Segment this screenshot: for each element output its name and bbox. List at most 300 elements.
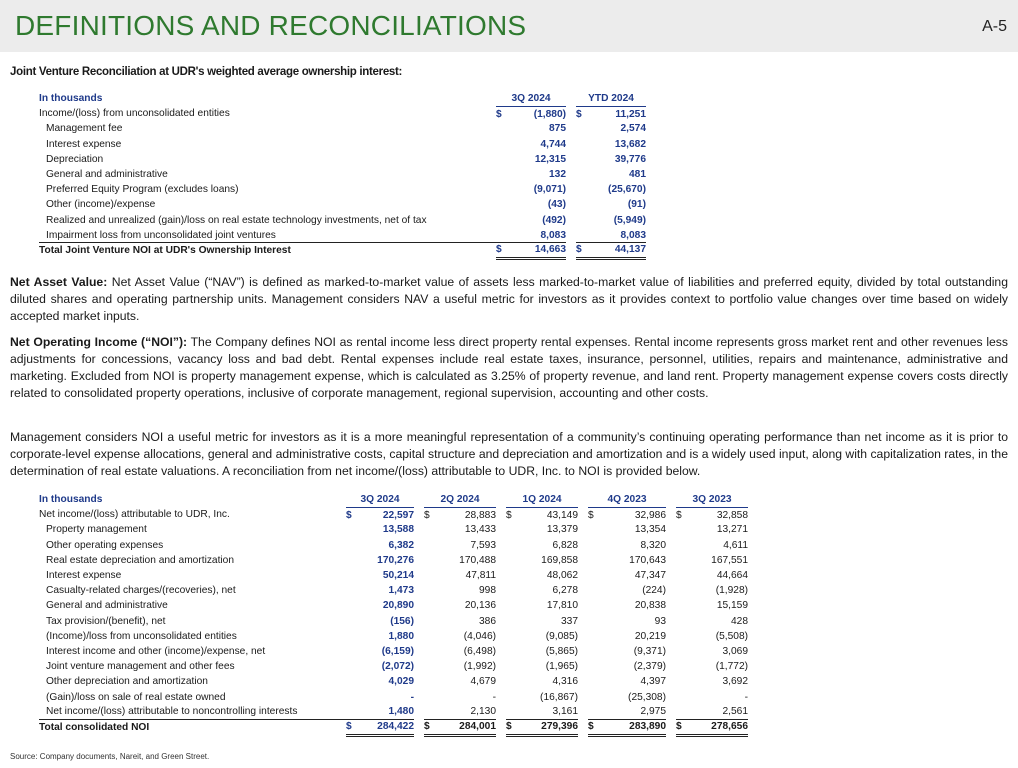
currency-symbol: [676, 583, 688, 598]
spacer: [496, 598, 506, 613]
total-label: Total Joint Venture NOI at UDR's Ownership Interest: [39, 243, 496, 258]
currency-symbol: [506, 568, 518, 583]
spacer: [414, 674, 424, 689]
total-label: Total consolidated NOI: [39, 720, 346, 735]
currency-symbol: [506, 659, 518, 674]
currency-symbol: [506, 614, 518, 629]
spacer: [666, 720, 676, 735]
value-cell: 48,062: [546, 570, 578, 582]
row-label: General and administrative: [46, 169, 168, 181]
table-row: [39, 106, 646, 121]
table-row: [39, 507, 748, 522]
value-cell: 13,682: [614, 138, 646, 150]
value-cell: 337: [561, 615, 578, 627]
currency-symbol: $: [576, 108, 582, 120]
value-cell: 170,643: [629, 554, 666, 566]
currency-symbol: [506, 598, 518, 613]
value-cell: 13,271: [716, 524, 748, 536]
noi-term: Net Operating Income (“NOI”):: [10, 335, 188, 349]
currency-symbol: [588, 659, 600, 674]
total-value: 284,422: [358, 720, 414, 735]
currency-symbol: [576, 197, 590, 212]
currency-symbol: [346, 538, 358, 553]
value-cell: (1,992): [463, 661, 496, 673]
spacer: [666, 583, 676, 598]
row-label: Real estate depreciation and amortization: [46, 554, 235, 566]
total-row: [39, 243, 646, 258]
currency-symbol: [424, 583, 436, 598]
jv-reconciliation-table: [39, 91, 646, 260]
value-cell: 1,480: [388, 706, 414, 718]
currency-symbol: [496, 182, 510, 197]
spacer: [578, 689, 588, 704]
spacer: [414, 720, 424, 735]
value-cell: (25,670): [608, 184, 646, 196]
value-cell: 20,136: [464, 600, 496, 612]
currency-symbol: [424, 629, 436, 644]
currency-symbol: [346, 705, 358, 720]
value-cell: (5,949): [613, 214, 646, 226]
spacer: [414, 614, 424, 629]
value-cell: 481: [629, 169, 646, 181]
spacer: [496, 522, 506, 537]
spacer: [578, 492, 588, 507]
table-row: [39, 152, 646, 167]
currency-symbol: [588, 538, 600, 553]
column-header: 3Q 2024: [496, 91, 566, 106]
currency-symbol: [496, 121, 510, 136]
row-label: Preferred Equity Program (excludes loans): [46, 184, 239, 196]
spacer: [566, 121, 576, 136]
spacer: [496, 507, 506, 522]
row-label: Depreciation: [46, 153, 104, 165]
value-cell: 11,251: [615, 108, 646, 120]
currency-symbol: [588, 522, 600, 537]
spacer: [496, 659, 506, 674]
page-title: DEFINITIONS AND RECONCILIATIONS: [15, 10, 527, 41]
value-cell: 8,320: [640, 539, 666, 551]
currency-symbol: [346, 568, 358, 583]
value-cell: 12,315: [534, 153, 566, 165]
currency-symbol: [676, 705, 688, 720]
noi-reconciliation-table: [39, 492, 748, 737]
spacer: [496, 674, 506, 689]
currency-symbol: [506, 674, 518, 689]
currency-symbol: [588, 674, 600, 689]
spacer: [666, 705, 676, 720]
currency-symbol: [576, 228, 590, 243]
currency-symbol: [676, 614, 688, 629]
currency-symbol: $: [588, 509, 594, 521]
value-cell: (1,965): [545, 661, 578, 673]
row-label: Interest income and other (income)/expense, net: [46, 645, 266, 657]
value-cell: 47,811: [465, 570, 496, 582]
currency-symbol: [424, 674, 436, 689]
value-cell: 2,130: [470, 706, 496, 718]
value-cell: 20,838: [634, 600, 666, 612]
table-row: [39, 629, 748, 644]
value-cell: (5,508): [715, 630, 748, 642]
row-label: Management fee: [46, 123, 123, 135]
value-cell: 20,219: [634, 630, 666, 642]
value-cell: 170,488: [459, 554, 496, 566]
spacer: [578, 674, 588, 689]
spacer: [414, 522, 424, 537]
value-cell: 28,883: [464, 509, 496, 521]
value-cell: 998: [479, 585, 496, 597]
value-cell: (224): [642, 585, 666, 597]
spacer: [414, 568, 424, 583]
spacer: [414, 659, 424, 674]
column-header: 4Q 2023: [588, 492, 666, 507]
spacer: [578, 583, 588, 598]
currency-symbol: [424, 689, 436, 704]
spacer: [496, 720, 506, 735]
currency-symbol: [346, 614, 358, 629]
value-cell: (156): [390, 615, 414, 627]
value-cell: 2,975: [640, 706, 666, 718]
spacer: [666, 568, 676, 583]
spacer: [578, 507, 588, 522]
value-cell: -: [410, 691, 414, 703]
currency-symbol: [424, 614, 436, 629]
value-cell: 50,214: [382, 570, 414, 582]
currency-symbol: [588, 598, 600, 613]
table-row: [39, 538, 748, 553]
currency-symbol: [346, 644, 358, 659]
spacer: [496, 583, 506, 598]
value-cell: 2,574: [620, 123, 646, 135]
currency-symbol: [424, 538, 436, 553]
value-cell: 17,810: [546, 600, 578, 612]
currency-symbol: [346, 598, 358, 613]
spacer: [496, 568, 506, 583]
value-cell: 3,069: [722, 645, 748, 657]
value-cell: 132: [549, 169, 566, 181]
table-row: [39, 705, 748, 720]
value-cell: (1,880): [533, 108, 566, 120]
spacer: [566, 243, 576, 258]
table-row: [39, 553, 748, 568]
table-row: [39, 121, 646, 136]
spacer: [578, 538, 588, 553]
value-cell: 6,382: [388, 539, 414, 551]
value-cell: (2,072): [381, 661, 414, 673]
table-row: [39, 167, 646, 182]
currency-symbol: [676, 522, 688, 537]
table-row: [39, 583, 748, 598]
value-cell: 1,473: [388, 585, 414, 597]
currency-symbol: [496, 228, 510, 243]
currency-symbol: [496, 152, 510, 167]
table-row: [39, 674, 748, 689]
currency-symbol: [496, 213, 510, 228]
value-cell: 22,597: [382, 509, 414, 521]
jv-heading: Joint Venture Reconciliation at UDR's weighted average ownership interest:: [10, 66, 403, 78]
currency-symbol: $: [676, 509, 682, 521]
table-header-row: [39, 91, 646, 106]
value-cell: (1,928): [715, 585, 748, 597]
table-row: [39, 568, 748, 583]
currency-symbol: [506, 629, 518, 644]
spacer: [414, 598, 424, 613]
currency-symbol: $: [424, 509, 430, 521]
column-header: 1Q 2024: [506, 492, 578, 507]
currency-symbol: [676, 689, 688, 704]
row-label: Net income/(loss) attributable to noncontrolling interests: [46, 706, 298, 718]
total-value: 14,663: [510, 243, 566, 258]
value-cell: 4,611: [723, 539, 748, 551]
value-cell: 6,278: [552, 585, 578, 597]
spacer: [566, 197, 576, 212]
currency-symbol: [588, 568, 600, 583]
noi-management-paragraph: Management considers NOI a useful metric for investors as it is a more meaningful representation of a community’s continuing operating performance than net income as it is prior to corporate-level expense allocations, general and administrative costs, capital structure and depreciation and amortization and is a widely used input, along with capitalization rates, in the determination of real estate valuations. A reconciliation from net income/(loss) attributable to UDR, Inc. to NOI is provided below.: [10, 430, 1008, 478]
value-cell: 386: [479, 615, 496, 627]
currency-symbol: [588, 689, 600, 704]
value-cell: (1,772): [715, 661, 748, 673]
row-label: Joint venture management and other fees: [46, 661, 235, 673]
page-number: A-5: [982, 18, 1007, 35]
column-header: 3Q 2023: [676, 492, 748, 507]
currency-symbol: [424, 644, 436, 659]
currency-symbol: [576, 121, 590, 136]
currency-symbol: [676, 538, 688, 553]
spacer: [566, 152, 576, 167]
currency-symbol: [676, 674, 688, 689]
spacer: [578, 522, 588, 537]
currency-symbol: [346, 553, 358, 568]
spacer: [578, 568, 588, 583]
spacer: [666, 614, 676, 629]
source-note: Source: Company documents, Nareit, and Green Street.: [10, 752, 210, 761]
total-row: [39, 720, 748, 735]
spacer: [666, 553, 676, 568]
column-header: 3Q 2024: [346, 492, 414, 507]
value-cell: 3,692: [722, 676, 748, 688]
row-label: Other operating expenses: [46, 539, 164, 551]
value-cell: 20,890: [382, 600, 414, 612]
noi-text: The Company defines NOI as rental income less direct property rental expenses. Rental income represents gross market rent and other revenues less adjustments for concessions, vacancy loss and bad debt. Rental expenses include real estate taxes, insurance, personnel, utilities, repairs and maintenance, administrative and marketing. Excluded from NOI is property management expense, which is calculated as 3.25% of property revenue, and land rent. Property management expense covers costs directly related to consolidated property operations, inclusive of corporate management, regional supervision, accounting and other costs.: [10, 335, 1008, 400]
currency-symbol: [576, 182, 590, 197]
currency-symbol: [506, 644, 518, 659]
currency-symbol: [588, 644, 600, 659]
value-cell: 93: [654, 615, 666, 627]
row-label: Interest expense: [46, 138, 122, 150]
total-value: 284,001: [436, 720, 496, 735]
spacer: [578, 705, 588, 720]
spacer: [666, 492, 676, 507]
value-cell: 13,433: [464, 524, 496, 536]
value-cell: (492): [542, 214, 566, 226]
spacer: [666, 644, 676, 659]
currency-symbol: [506, 689, 518, 704]
spacer: [496, 689, 506, 704]
spacer: [496, 705, 506, 720]
value-cell: 47,347: [634, 570, 666, 582]
currency-symbol: [424, 705, 436, 720]
value-cell: 4,679: [470, 676, 496, 688]
value-cell: 44,664: [716, 570, 748, 582]
value-cell: (16,867): [540, 691, 578, 703]
spacer: [414, 705, 424, 720]
total-value: 283,890: [600, 720, 666, 735]
value-cell: (43): [547, 199, 566, 211]
nav-text: Net Asset Value (“NAV”) is defined as marked-to-market value of assets less marked-to-market value of liabilities and preferred equity, divided by total outstanding diluted shares and operating partnership units. Management considers NAV a useful metric for investors as it provides context to portfolio value changes over time based on widely accepted market inputs.: [10, 275, 1008, 323]
currency-symbol: [424, 659, 436, 674]
spacer: [666, 507, 676, 522]
value-cell: 15,159: [716, 600, 748, 612]
row-label: Other (income)/expense: [46, 199, 156, 211]
currency-symbol: [346, 689, 358, 704]
spacer: [666, 522, 676, 537]
row-label: (Gain)/loss on sale of real estate owned: [46, 691, 226, 703]
currency-symbol: $: [346, 720, 358, 735]
spacer: [566, 137, 576, 152]
table-row: [39, 644, 748, 659]
currency-symbol: [346, 583, 358, 598]
row-label: Interest expense: [46, 570, 122, 582]
spacer: [578, 553, 588, 568]
value-cell: 4,316: [552, 676, 578, 688]
spacer: [496, 538, 506, 553]
currency-symbol: [676, 629, 688, 644]
spacer: [566, 91, 576, 106]
spacer: [578, 720, 588, 735]
value-cell: (6,159): [381, 645, 414, 657]
value-cell: (25,308): [628, 691, 666, 703]
spacer: [496, 492, 506, 507]
spacer: [414, 492, 424, 507]
value-cell: 8,083: [540, 229, 566, 241]
table-row: [39, 598, 748, 613]
currency-symbol: $: [576, 243, 590, 258]
currency-symbol: [506, 538, 518, 553]
currency-symbol: [588, 553, 600, 568]
currency-symbol: [676, 598, 688, 613]
row-label: Income/(loss) from unconsolidated entities: [39, 108, 230, 120]
spacer: [496, 614, 506, 629]
currency-symbol: [506, 705, 518, 720]
currency-symbol: [506, 553, 518, 568]
value-cell: 3,161: [552, 706, 578, 718]
value-cell: 13,588: [382, 524, 414, 536]
table-row: [39, 614, 748, 629]
column-header: 2Q 2024: [424, 492, 496, 507]
value-cell: (2,379): [633, 661, 666, 673]
value-cell: (5,865): [545, 645, 578, 657]
spacer: [566, 182, 576, 197]
currency-symbol: [496, 167, 510, 182]
page-header: [0, 0, 1018, 52]
currency-symbol: [346, 659, 358, 674]
column-header: YTD 2024: [576, 91, 646, 106]
currency-symbol: [676, 568, 688, 583]
row-label: Tax provision/(benefit), net: [46, 615, 166, 627]
currency-symbol: $: [506, 509, 512, 521]
value-cell: 39,776: [614, 153, 646, 165]
spacer: [414, 553, 424, 568]
value-cell: 4,744: [540, 138, 566, 150]
table-row: [39, 213, 646, 228]
currency-symbol: [588, 614, 600, 629]
spacer: [414, 629, 424, 644]
currency-symbol: [506, 583, 518, 598]
spacer: [414, 538, 424, 553]
spacer: [666, 674, 676, 689]
currency-symbol: $: [588, 720, 600, 735]
currency-symbol: [346, 674, 358, 689]
spacer: [666, 689, 676, 704]
spacer: [578, 659, 588, 674]
total-value: 44,137: [590, 243, 646, 258]
row-label: Casualty-related charges/(recoveries), net: [46, 585, 236, 597]
value-cell: (4,046): [463, 630, 496, 642]
value-cell: 2,561: [722, 706, 748, 718]
currency-symbol: [346, 522, 358, 537]
currency-symbol: [424, 522, 436, 537]
currency-symbol: $: [496, 108, 502, 120]
table-row: [39, 522, 748, 537]
currency-symbol: $: [506, 720, 518, 735]
spacer: [578, 644, 588, 659]
spacer: [496, 629, 506, 644]
spacer: [578, 614, 588, 629]
nav-definition: [10, 274, 1008, 325]
currency-symbol: $: [346, 509, 352, 521]
spacer: [414, 583, 424, 598]
value-cell: 875: [549, 123, 566, 135]
value-cell: 13,379: [546, 524, 578, 536]
currency-symbol: [424, 598, 436, 613]
currency-symbol: $: [424, 720, 436, 735]
value-cell: (6,498): [463, 645, 496, 657]
value-cell: -: [744, 691, 748, 703]
value-cell: (91): [627, 199, 646, 211]
spacer: [414, 507, 424, 522]
table-row: [39, 182, 646, 197]
table-row: [39, 659, 748, 674]
value-cell: 4,029: [388, 676, 414, 688]
currency-symbol: [496, 197, 510, 212]
value-cell: 32,986: [634, 509, 666, 521]
spacer: [578, 598, 588, 613]
currency-symbol: [506, 522, 518, 537]
row-label: Net income/(loss) attributable to UDR, Inc.: [39, 509, 230, 521]
table-row: [39, 228, 646, 243]
value-cell: 170,276: [377, 554, 414, 566]
value-cell: 1,880: [388, 630, 414, 642]
currency-symbol: [676, 553, 688, 568]
row-label: Realized and unrealized (gain)/loss on real estate technology investments, net of tax: [46, 214, 427, 226]
value-cell: (9,371): [633, 645, 666, 657]
total-value: 278,656: [688, 720, 748, 735]
currency-symbol: [576, 152, 590, 167]
row-label: General and administrative: [46, 600, 168, 612]
currency-symbol: [576, 213, 590, 228]
currency-symbol: [346, 629, 358, 644]
currency-symbol: [424, 553, 436, 568]
spacer: [578, 629, 588, 644]
value-cell: 13,354: [634, 524, 666, 536]
currency-symbol: [496, 137, 510, 152]
table-row: [39, 197, 646, 212]
value-cell: 8,083: [620, 229, 646, 241]
value-cell: 43,149: [546, 509, 578, 521]
spacer: [566, 228, 576, 243]
currency-symbol: [576, 137, 590, 152]
total-value: 279,396: [518, 720, 578, 735]
spacer: [666, 598, 676, 613]
